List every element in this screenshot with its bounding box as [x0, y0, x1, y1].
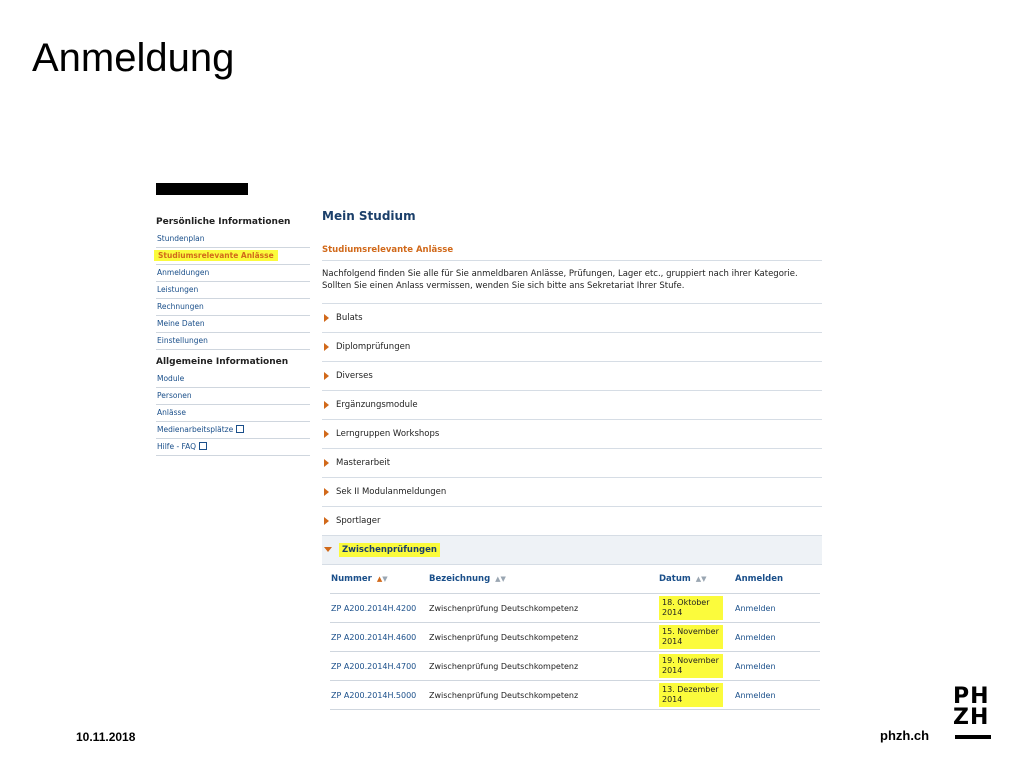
intro-text: Nachfolgend finden Sie alle für Sie anmeldbaren Anlässe, Prüfungen, Lager etc., gruppiert nach ihrer Kategorie. Sollten Sie einen Anlass vermissen, wenden Sie sich bitte ans Sekretariat Ihrer Stufe.: [322, 269, 798, 291]
category-label: Diplomprüfungen: [336, 342, 411, 352]
redacted-logo-bar: [156, 183, 248, 195]
footer-date: 10.11.2018: [76, 730, 136, 744]
category-label: Bulats: [336, 313, 363, 323]
category-label: Lerngruppen Workshops: [336, 429, 440, 439]
sidebar-item-label: Rechnungen: [157, 302, 204, 311]
register-link[interactable]: Anmelden: [735, 603, 776, 613]
column-header-datum[interactable]: [658, 565, 734, 594]
event-title-cell: [428, 681, 658, 710]
register-link-cell: [734, 594, 820, 623]
category-diplomprüfungen[interactable]: [322, 333, 822, 362]
column-header-nummer-label: Nummer: [331, 574, 372, 584]
sort-icon[interactable]: ▲▼: [376, 575, 388, 583]
external-link-icon: [236, 425, 244, 433]
sidebar-item-hilfe-faq[interactable]: [156, 439, 310, 456]
sidebar-item-label: Einstellungen: [157, 336, 208, 345]
caret-right-icon: [324, 488, 329, 496]
external-link-icon: [199, 442, 207, 450]
logo-line-1: PH: [953, 684, 990, 709]
category-bulats[interactable]: [322, 304, 822, 333]
event-date: 13. Dezember 2014: [659, 683, 723, 707]
caret-right-icon: [324, 401, 329, 409]
sidebar-item-personen[interactable]: [156, 388, 310, 405]
column-header-nummer[interactable]: [330, 565, 428, 594]
sidebar-item-label: Personen: [157, 391, 192, 400]
sidebar-item-label: Stundenplan: [157, 234, 205, 243]
sidebar: [156, 214, 310, 456]
register-link-cell: [734, 623, 820, 652]
sidebar-heading-general: Allgemeine Informationen: [156, 357, 289, 367]
sidebar-general-list: [156, 371, 310, 456]
footer-url: phzh.ch: [880, 728, 930, 743]
event-number-link[interactable]: ZP A200.2014H.4700: [331, 661, 417, 671]
event-number-link-cell: [330, 652, 428, 681]
category-label: Zwischenprüfungen: [339, 543, 440, 557]
logo-underline: [955, 735, 991, 739]
event-number-link-cell: [330, 623, 428, 652]
slide-title: Anmeldung: [32, 36, 235, 80]
sidebar-item-meine-daten[interactable]: [156, 316, 310, 333]
sidebar-item-rechnungen[interactable]: [156, 299, 310, 316]
event-title: Zwischenprüfung Deutschkompetenz: [429, 632, 579, 642]
event-number-link[interactable]: ZP A200.2014H.4200: [331, 603, 417, 613]
table-header-row: [330, 565, 820, 594]
caret-right-icon: [324, 314, 329, 322]
sidebar-item-label: Studiumsrelevante Anlässe: [154, 250, 278, 261]
sidebar-item-label: Module: [157, 374, 185, 383]
event-number-link[interactable]: ZP A200.2014H.4600: [331, 632, 417, 642]
event-date: 15. November 2014: [659, 625, 723, 649]
sidebar-item-label: Anmeldungen: [157, 268, 210, 277]
event-number-link[interactable]: ZP A200.2014H.5000: [331, 690, 417, 700]
sidebar-item-stundenplan[interactable]: [156, 231, 310, 248]
caret-right-icon: [324, 517, 329, 525]
column-header-datum-label: Datum: [659, 574, 691, 584]
category-ergänzungsmodule[interactable]: [322, 391, 822, 420]
column-header-anmelden-label: Anmelden: [735, 574, 784, 584]
registration-table-body: [330, 594, 820, 710]
sidebar-personal-list: [156, 231, 310, 350]
event-date-cell: [658, 652, 734, 681]
table-row: [330, 652, 820, 681]
page-title: Mein Studium: [322, 209, 416, 223]
category-lerngruppen-workshops[interactable]: [322, 420, 822, 449]
sidebar-item-module[interactable]: [156, 371, 310, 388]
event-title-cell: [428, 594, 658, 623]
event-date-cell: [658, 594, 734, 623]
category-label: Ergänzungsmodule: [336, 400, 418, 410]
column-header-anmelden: [734, 565, 820, 594]
sort-icon[interactable]: ▲▼: [695, 575, 707, 583]
column-header-bezeichnung[interactable]: [428, 565, 658, 594]
category-diverses[interactable]: [322, 362, 822, 391]
sidebar-item-einstellungen[interactable]: [156, 333, 310, 350]
category-sportlager[interactable]: [322, 507, 822, 536]
phzh-logo: [953, 686, 993, 728]
event-date: 18. Oktober 2014: [659, 596, 723, 620]
event-title-cell: [428, 623, 658, 652]
section-title: Studiumsrelevante Anlässe: [322, 245, 454, 255]
logo-line-2: ZH: [953, 705, 990, 730]
event-title-cell: [428, 652, 658, 681]
sidebar-item-label: Medienarbeitsplätze: [157, 425, 234, 434]
caret-right-icon: [324, 372, 329, 380]
sidebar-item-label: Meine Daten: [157, 319, 205, 328]
sidebar-item-leistungen[interactable]: [156, 282, 310, 299]
sidebar-item-label: Anlässe: [157, 408, 186, 417]
register-link-cell: [734, 681, 820, 710]
table-row: [330, 594, 820, 623]
column-header-bezeichnung-label: Bezeichnung: [429, 574, 491, 584]
event-title: Zwischenprüfung Deutschkompetenz: [429, 661, 579, 671]
event-date-cell: [658, 623, 734, 652]
category-list: [322, 303, 822, 565]
event-number-link-cell: [330, 681, 428, 710]
register-link[interactable]: Anmelden: [735, 632, 776, 642]
category-label: Diverses: [336, 371, 373, 381]
sidebar-item-studiumsrelevante-anlässe[interactable]: [156, 248, 310, 265]
sort-icon[interactable]: ▲▼: [495, 575, 506, 583]
category-zwischenprüfungen[interactable]: [322, 536, 822, 565]
registration-table: [330, 565, 820, 710]
category-label: Sek II Modulanmeldungen: [336, 487, 447, 497]
sidebar-item-medienarbeitsplätze[interactable]: [156, 422, 310, 439]
caret-right-icon: [324, 430, 329, 438]
sidebar-item-label: Leistungen: [157, 285, 199, 294]
event-title: Zwischenprüfung Deutschkompetenz: [429, 603, 579, 613]
sidebar-item-anmeldungen[interactable]: [156, 265, 310, 282]
event-date: 19. November 2014: [659, 654, 723, 678]
category-masterarbeit[interactable]: [322, 449, 822, 478]
sidebar-item-anlässe[interactable]: [156, 405, 310, 422]
table-row: [330, 623, 820, 652]
register-link[interactable]: Anmelden: [735, 661, 776, 671]
sidebar-heading-personal: Persönliche Informationen: [156, 217, 291, 227]
section-divider: [322, 260, 822, 261]
event-title: Zwischenprüfung Deutschkompetenz: [429, 690, 579, 700]
main-content: [322, 206, 822, 710]
portal-screenshot: [150, 178, 826, 708]
event-number-link-cell: [330, 594, 428, 623]
caret-down-icon: [324, 547, 332, 552]
event-date-cell: [658, 681, 734, 710]
register-link[interactable]: Anmelden: [735, 690, 776, 700]
register-link-cell: [734, 652, 820, 681]
caret-right-icon: [324, 343, 329, 351]
category-label: Sportlager: [336, 516, 381, 526]
sidebar-item-label: Hilfe - FAQ: [157, 442, 197, 451]
category-label: Masterarbeit: [336, 458, 391, 468]
caret-right-icon: [324, 459, 329, 467]
table-row: [330, 681, 820, 710]
category-sek-ii-modulanmeldungen[interactable]: [322, 478, 822, 507]
